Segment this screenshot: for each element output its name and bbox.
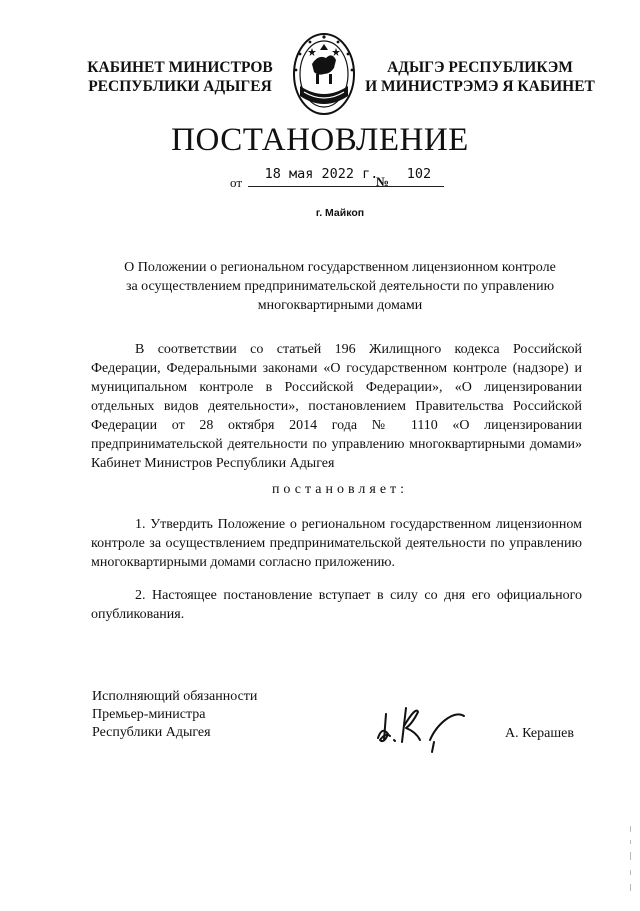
- document-title: ПОСТАНОВЛЕНИЕ: [171, 122, 469, 158]
- signatory-name: А. Керашев: [505, 726, 574, 741]
- org-name-adyghe: [360, 58, 600, 96]
- org-name-russian: [60, 58, 300, 96]
- signatory-position-line3: Республики Адыгея: [92, 725, 211, 740]
- date-prefix: от: [230, 175, 243, 190]
- decree-item-1: 1. Утвердить Положение о региональном государственном лицензионном контроле за осуществлением предпринимательской деятельности по управлению многоквартирными домами согласно приложению.: [91, 517, 582, 570]
- handwritten-signature-icon: [372, 696, 484, 756]
- org-name-adyghe-line1: АДЫГЭ РЕСПУБЛИКЭМ: [387, 59, 573, 76]
- signatory-position-line1: Исполняющий обязанности: [92, 689, 258, 704]
- document-date: 18 мая 2022 г.: [248, 166, 395, 187]
- number-prefix: №: [376, 174, 390, 189]
- adygea-coat-of-arms-icon: [290, 28, 358, 118]
- decree-word: постановляет:: [271, 482, 409, 497]
- date-number-line: [228, 166, 458, 192]
- signatory-position-line2: Премьер-министра: [92, 707, 206, 722]
- org-name-russian-line2: РЕСПУБЛИКИ АДЫГЕЯ: [88, 78, 272, 95]
- document-subject: О Положении о региональном государственном лицензионном контроле за осуществлением предпринимательской деятельности по управлению многоквартирными домами: [124, 260, 556, 313]
- org-name-adyghe-line2: И МИНИСТРЭМЭ Я КАБИНЕТ: [365, 78, 595, 95]
- city: г. Майкоп: [315, 207, 365, 219]
- signatory-position: [92, 688, 312, 742]
- org-name-russian-line1: КАБИНЕТ МИНИСТРОВ: [87, 59, 273, 76]
- preamble-paragraph: В соответствии со статьей 196 Жилищного кодекса Российской Федерации, Федеральными законами «О государственном контроле (надзоре) и муниципальном контроле в Российской Федерации», «О лицензировании отдельных видов деятельности», постановлением Правительства Российской Федерации от 28 октября 2014 года № 1110 «О лицензировании предпринимательской деятельности по управлению многоквартирными домами» Кабинет Министров Республики Адыгея: [91, 342, 582, 471]
- scan-margin-mark: [628, 826, 634, 906]
- decree-item-2: 2. Настоящее постановление вступает в силу со дня его официального опубликования.: [91, 588, 582, 622]
- document-number: 102: [394, 166, 444, 187]
